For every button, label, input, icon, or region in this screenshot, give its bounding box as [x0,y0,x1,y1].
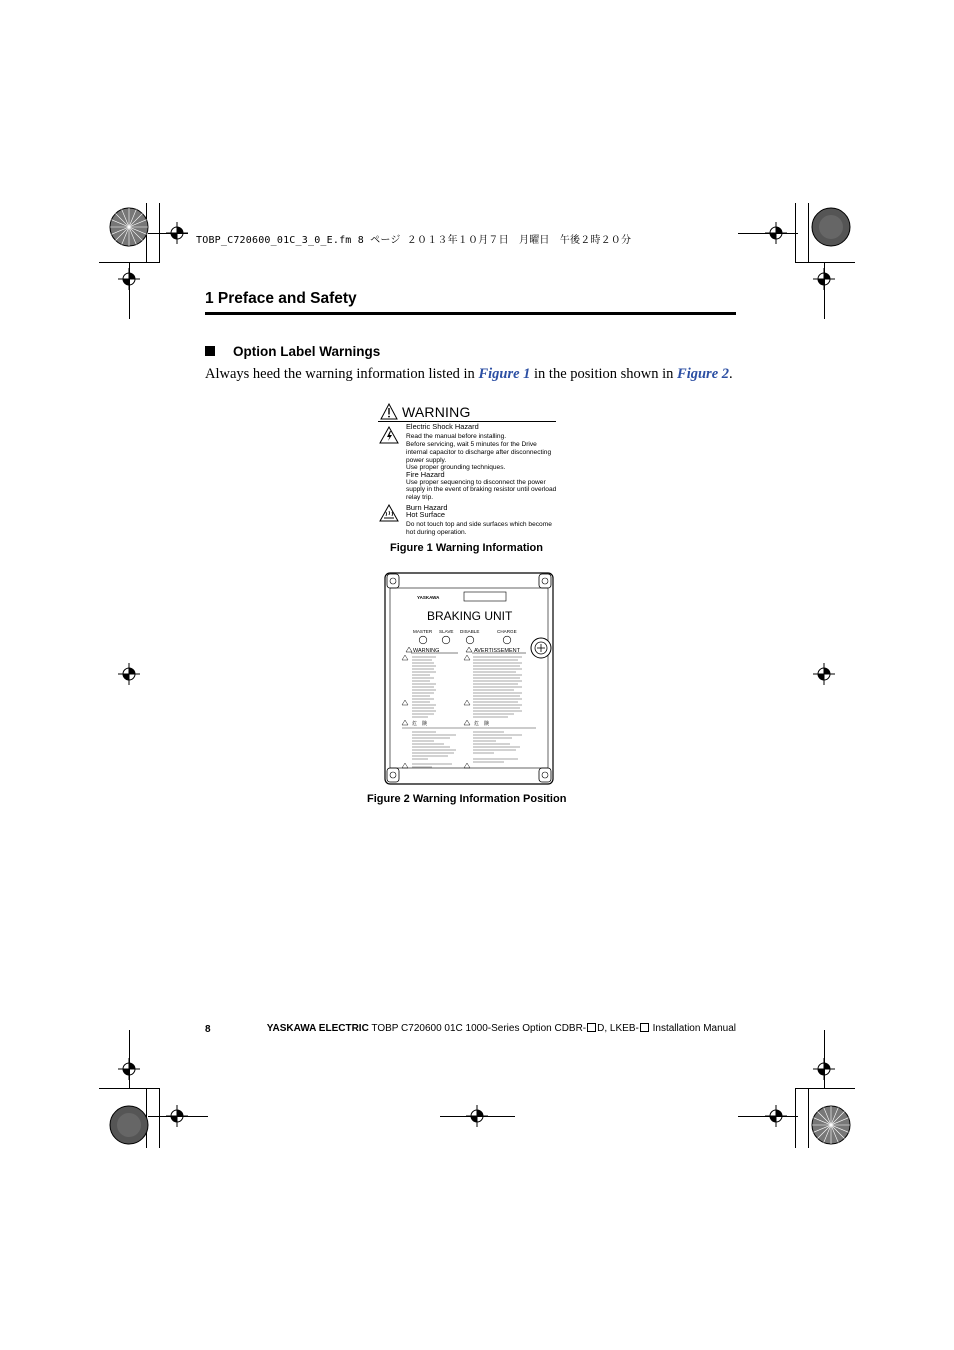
warning-triangle-icon [380,403,398,420]
registration-mark-icon [813,663,835,685]
warning-label-figure [378,403,564,539]
registration-mark-icon [813,1058,835,1080]
indicator-label: SLAVE [439,629,454,634]
body-text-start: Always heed the warning information listed in [205,366,479,382]
placeholder-box-icon [587,1023,596,1032]
warning-line: Use proper sequencing to disconnect the power [406,479,546,486]
subsection-heading [205,344,380,359]
warning-line: internal capacitor to discharge after disconnecting [406,449,552,456]
color-rosette-icon [811,207,851,247]
footer-text-part: D, LKEB- [597,1023,639,1034]
crop-mark [159,1088,160,1148]
file-header-line: TOBP_C720600_01C_3_0_E.fm 8 ページ ２０１３年１０月７日 月曜日 午後２時２０分 [196,235,632,246]
crop-mark [440,1116,515,1117]
figure-2-link[interactable]: Figure 2 [677,366,729,382]
warning-line: Read the manual before installing. [406,433,507,440]
warning-label-header [378,403,556,422]
crop-mark [795,262,855,263]
hot-surface-hazard-icon [379,504,399,522]
warning-line: Use proper grounding techniques. [406,464,506,471]
warning-line: hot during operation. [406,529,467,536]
section-rule [205,312,736,315]
warning-en-heading: WARNING [413,648,440,654]
registration-mark-icon [118,268,140,290]
warning-line: Burn Hazard [406,503,448,512]
indicator-label: CHARGE [497,629,517,634]
warning-jp-heading: 危 険 [412,721,428,727]
warning-line: Electric Shock Hazard [406,422,479,431]
registration-mark-icon [118,1058,140,1080]
warning-line: supply in the event of braking resistor until overload [406,486,557,493]
footer-brand: YASKAWA ELECTRIC [266,1023,369,1034]
crop-mark [795,1088,796,1148]
crop-mark [99,1088,159,1089]
footer-text-part: Installation Manual [649,1023,736,1034]
placeholder-box-icon [640,1023,649,1032]
indicator-label: MASTER [413,629,433,634]
figure-1-link[interactable]: Figure 1 [478,366,531,382]
crop-mark [148,233,188,234]
warning-line: relay trip. [406,494,434,501]
figure-1-caption: Figure 1 Warning Information [390,542,543,554]
warning-line: Hot Surface [406,510,446,519]
warning-heading: WARNING [402,404,471,420]
registration-mark-icon [813,268,835,290]
registration-mark-icon [118,663,140,685]
brand-logo-text: YASKAWA [417,595,440,600]
warning-line: Do not touch top and side surfaces which become [406,521,552,528]
crop-mark [738,1116,798,1117]
section-title: 1 Preface and Safety [205,290,357,307]
page-number: 8 [205,1024,211,1035]
unit-title: BRAKING UNIT [427,609,513,623]
warning-line: Fire Hazard [406,470,445,479]
electric-shock-hazard-icon [379,426,399,444]
warning-fr-heading: AVERTISSEMENT [474,648,520,654]
subsection-title: Option Label Warnings [233,344,381,359]
square-bullet-icon [205,346,215,356]
warning-line: Before servicing, wait 5 minutes for the Drive [406,441,537,448]
indicator-label: DISABLE [460,629,480,634]
warning-jp-heading: 危 険 [474,721,490,727]
braking-unit-drawing [384,572,558,786]
footer-text-part: TOBP C720600 01C 1000-Series Option CDBR- [368,1023,587,1034]
crop-mark [795,1088,855,1089]
body-paragraph [205,366,733,383]
body-text-middle: in the position shown in [530,366,678,382]
body-text-end: . [729,366,733,382]
footer-manual-title [267,1023,736,1034]
color-rosette-icon [109,207,149,247]
crop-mark [808,203,809,263]
figure-2-caption: Figure 2 Warning Information Position [367,793,567,805]
crop-mark [738,233,798,234]
crop-mark [808,1088,809,1148]
crop-mark [148,1116,208,1117]
color-rosette-icon [109,1105,149,1145]
warning-line: power supply. [406,457,447,464]
color-rosette-icon [811,1105,851,1145]
